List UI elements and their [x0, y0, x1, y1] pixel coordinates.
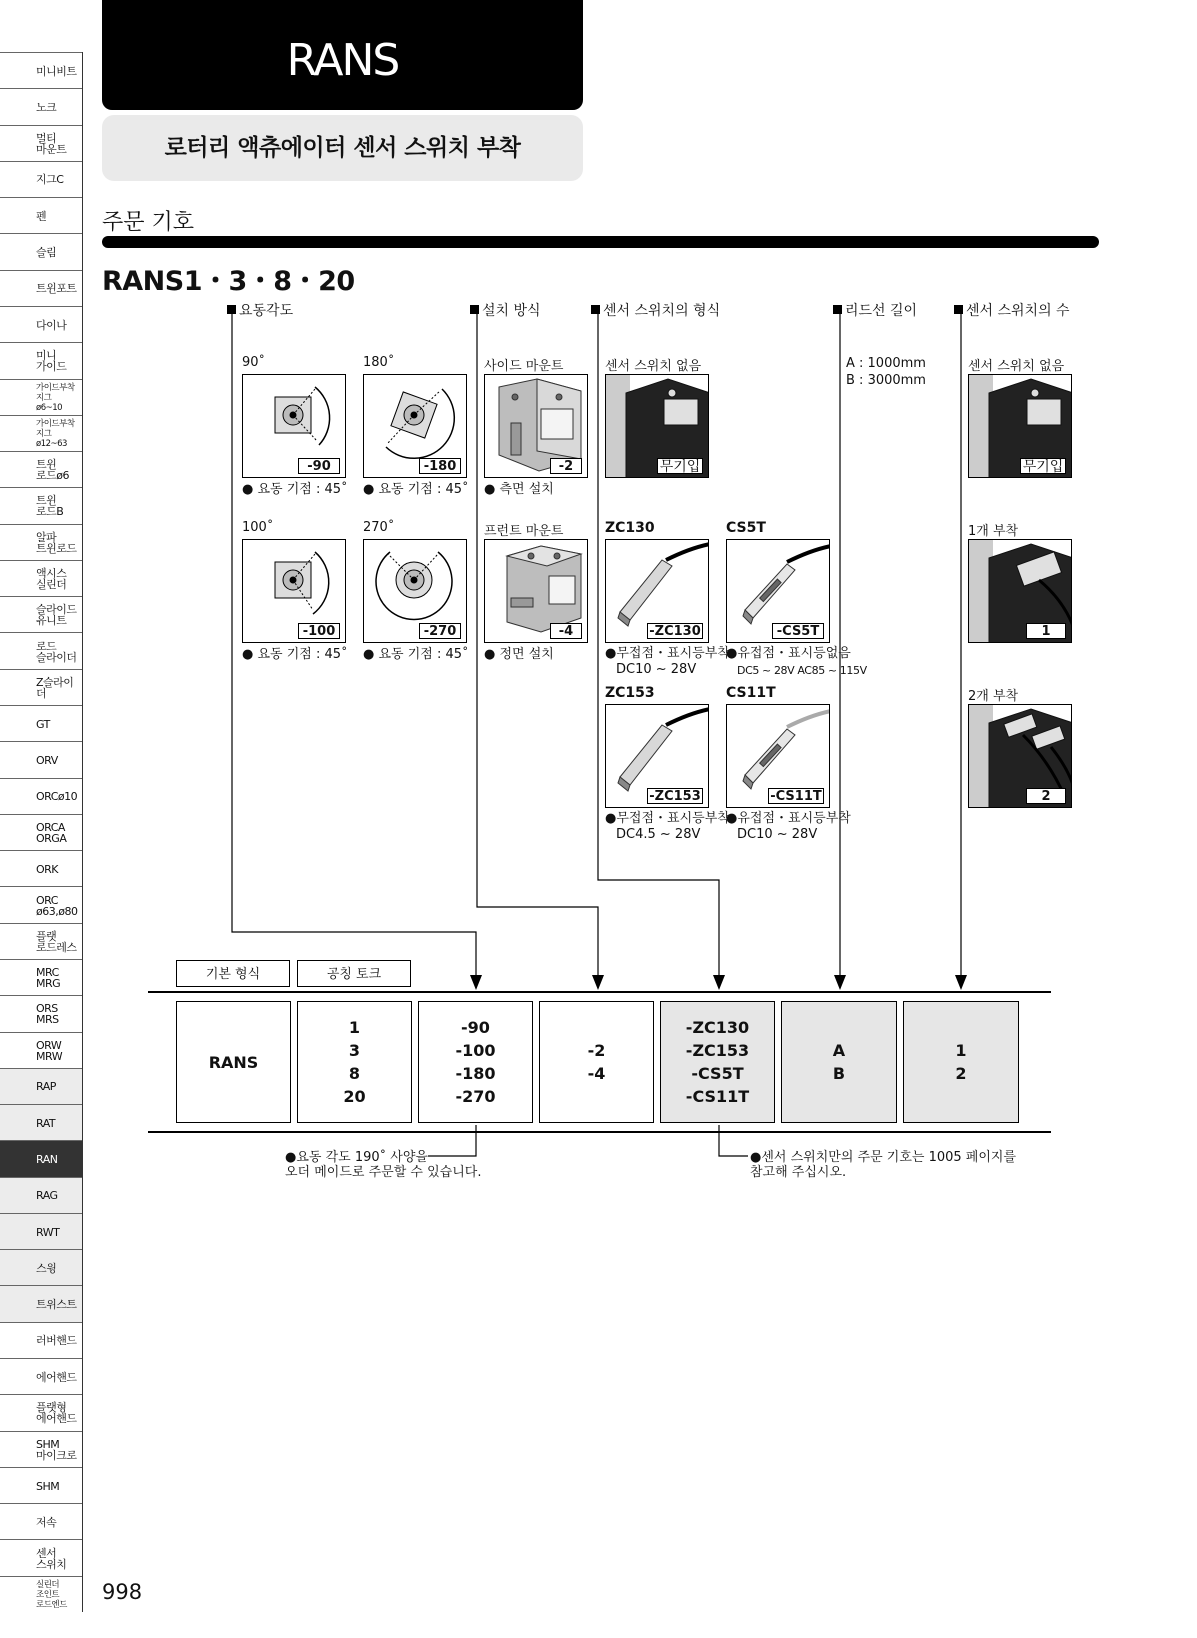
side-tab[interactable]: 트윈포트 [0, 270, 82, 307]
mount-label: 사이드 마운트 [484, 359, 564, 374]
sensor-model: ZC130 [605, 520, 655, 536]
angle-180-figure [363, 374, 467, 478]
model-title: RANS1・3・8・20 [102, 266, 355, 297]
count-label: 2개 부착 [968, 689, 1019, 704]
side-tab[interactable]: 러버핸드 [0, 1322, 82, 1359]
angle-note: ● 요동 기점 : 45˚ [242, 482, 348, 497]
side-tab[interactable]: 액시스 실린더 [0, 560, 82, 597]
side-tab[interactable]: SHM [0, 1467, 82, 1504]
side-tab[interactable]: 알파 트윈로드 [0, 524, 82, 561]
heading-lead-length: 리드선 길이 [833, 300, 917, 320]
angle-label: 270˚ [363, 520, 395, 535]
heading-sensor-count: 센서 스위치의 수 [954, 300, 1070, 320]
code-badge: -4 [550, 623, 582, 639]
sensor-none-figure [605, 374, 709, 478]
count-one-figure [968, 539, 1072, 643]
side-tab[interactable]: 슬라이드 유니트 [0, 596, 82, 633]
angle-100-figure [242, 539, 346, 643]
side-tab[interactable]: GT [0, 705, 82, 742]
sensor-voltage: DC5 ~ 28V AC85 ~ 115V [737, 664, 867, 677]
mount-note: ● 측면 설치 [484, 482, 554, 497]
sensor-note: ●유접점・표시등없음 [726, 646, 851, 661]
side-tab[interactable]: ORW MRW [0, 1032, 82, 1069]
angle-note: ● 요동 기점 : 45˚ [242, 647, 348, 662]
code-badge: -100 [298, 623, 340, 639]
side-tab[interactable]: ORK [0, 850, 82, 887]
side-tab[interactable]: 플랫형 에어핸드 [0, 1394, 82, 1431]
cell-basic-type: RANS [176, 1001, 291, 1123]
cell-mount: -2 -4 [539, 1001, 654, 1123]
side-tab[interactable]: ORCA ORGA [0, 814, 82, 851]
side-tab[interactable]: ORCø10 [0, 778, 82, 815]
sensor-cs5t-figure [726, 539, 830, 643]
side-tab[interactable]: 플랫 로드레스 [0, 923, 82, 960]
count-label: 1개 부착 [968, 524, 1019, 539]
sensor-cs11t-figure [726, 704, 830, 808]
count-two-figure [968, 704, 1072, 808]
side-tab[interactable]: 가이드부착지그 ø12~63 [0, 415, 82, 452]
side-tab[interactable]: 미니 가이드 [0, 342, 82, 379]
side-tab[interactable]: 슬림 [0, 233, 82, 270]
code-badge: 무기입 [1020, 458, 1066, 474]
side-tab[interactable]: 멀티 마운트 [0, 125, 82, 162]
side-tab[interactable]: 펜 [0, 197, 82, 234]
angle-label: 180˚ [363, 355, 395, 370]
angle-270-figure [363, 539, 467, 643]
code-badge: -2 [550, 458, 582, 474]
side-tab[interactable]: 에어핸드 [0, 1358, 82, 1395]
side-tab[interactable]: 실린더 조인트 로드엔드 [0, 1576, 82, 1613]
sensor-model: CS5T [726, 520, 766, 536]
sensor-none-label: 센서 스위치 없음 [605, 359, 702, 374]
angle-label: 90˚ [242, 355, 266, 370]
side-tab[interactable]: 로드 슬라이더 [0, 632, 82, 669]
sensor-note: ●유접점・표시등부착 [726, 811, 851, 826]
count-label: 센서 스위치 없음 [968, 359, 1065, 374]
label-basic-type: 기본 형식 [176, 960, 290, 987]
sensor-model: ZC153 [605, 685, 655, 701]
mount-note: ● 정면 설치 [484, 647, 554, 662]
side-tab[interactable]: RWT [0, 1213, 82, 1250]
lead-length-options: A : 1000mm B : 3000mm [846, 356, 926, 388]
heading-mount-type: 설치 방식 [470, 300, 541, 320]
sensor-zc153-figure [605, 704, 709, 808]
mount-label: 프런트 마운트 [484, 524, 564, 539]
side-tab[interactable]: 저속 [0, 1503, 82, 1540]
count-none-figure [968, 374, 1072, 478]
code-badge: -180 [419, 458, 461, 474]
side-tab[interactable]: SHM 마이크로 [0, 1431, 82, 1468]
side-tab[interactable]: ORS MRS [0, 995, 82, 1032]
code-badge: -90 [298, 458, 340, 474]
cell-torque: 1 3 8 20 [297, 1001, 412, 1123]
cell-lead-length: A B [781, 1001, 897, 1123]
side-tab[interactable]: 트윈 로드B [0, 487, 82, 524]
code-badge: -ZC153 [647, 788, 703, 804]
code-badge: -270 [419, 623, 461, 639]
side-tab[interactable]: RAT [0, 1104, 82, 1141]
code-badge: 1 [1026, 623, 1066, 639]
side-tab[interactable]: ORC ø63,ø80 [0, 886, 82, 923]
page-title: RANS [102, 0, 583, 110]
sensor-note: ●무접점・표시등부착 [605, 811, 730, 826]
code-badge: -ZC130 [647, 623, 703, 639]
heading-sensor-type: 센서 스위치의 형식 [591, 300, 720, 320]
side-tab[interactable]: 트윈 로드ø6 [0, 451, 82, 488]
cell-sensor-type: -ZC130 -ZC153 -CS5T -CS11T [660, 1001, 775, 1123]
side-tab[interactable]: 가이드부착지그 ø6~10 [0, 379, 82, 416]
note-sensor-page-ref: ●센서 스위치만의 주문 기호는 1005 페이지를 참고해 주십시오. [750, 1150, 1017, 1180]
heading-swing-angle: 요동각도 [227, 300, 293, 320]
cell-angle: -90 -100 -180 -270 [418, 1001, 533, 1123]
sensor-model: CS11T [726, 685, 776, 701]
side-tab[interactable]: 지그C [0, 161, 82, 198]
side-tab[interactable]: Z슬라이더 [0, 669, 82, 706]
sensor-voltage: DC4.5 ~ 28V [616, 827, 701, 842]
table-bottom-rule [148, 1131, 1051, 1133]
side-tab[interactable]: 스윙 [0, 1249, 82, 1286]
angle-label: 100˚ [242, 520, 274, 535]
label-nominal-torque: 공칭 토크 [297, 960, 411, 987]
sensor-zc130-figure [605, 539, 709, 643]
code-badge: -CS5T [772, 623, 824, 639]
side-mount-figure [484, 374, 588, 478]
angle-90-figure [242, 374, 346, 478]
page-subtitle: 로터리 액츄에이터 센서 스위치 부착 [102, 115, 583, 181]
side-tab[interactable]: 미니비트 [0, 52, 82, 89]
side-tab[interactable]: 노크 [0, 88, 82, 125]
note-order-made: ●요동 각도 190˚ 사양을 오더 메이드로 주문할 수 있습니다. [285, 1150, 482, 1180]
cell-sensor-count: 1 2 [903, 1001, 1019, 1123]
angle-note: ● 요동 기점 : 45˚ [363, 647, 469, 662]
side-tab[interactable]: MRC MRG [0, 959, 82, 996]
side-tab[interactable]: 다이나 [0, 306, 82, 343]
side-tab[interactable]: ORV [0, 741, 82, 778]
side-tab[interactable]: RAP [0, 1068, 82, 1105]
angle-note: ● 요동 기점 : 45˚ [363, 482, 469, 497]
sensor-voltage: DC10 ~ 28V [737, 827, 818, 842]
sensor-voltage: DC10 ~ 28V [616, 662, 697, 677]
page-number: 998 [102, 1580, 143, 1604]
side-tab[interactable]: 트위스트 [0, 1285, 82, 1322]
section-title: 주문 기호 [102, 210, 195, 235]
code-badge: 2 [1026, 788, 1066, 804]
code-badge: -CS11T [768, 788, 824, 804]
table-top-rule [148, 991, 1051, 993]
side-tab[interactable]: RAG [0, 1177, 82, 1214]
front-mount-figure [484, 539, 588, 643]
code-badge: 무기입 [657, 458, 703, 474]
side-tab[interactable]: RAN [0, 1140, 82, 1177]
sensor-note: ●무접점・표시등부착 [605, 646, 730, 661]
side-tab[interactable]: 센서 스위치 [0, 1539, 82, 1576]
